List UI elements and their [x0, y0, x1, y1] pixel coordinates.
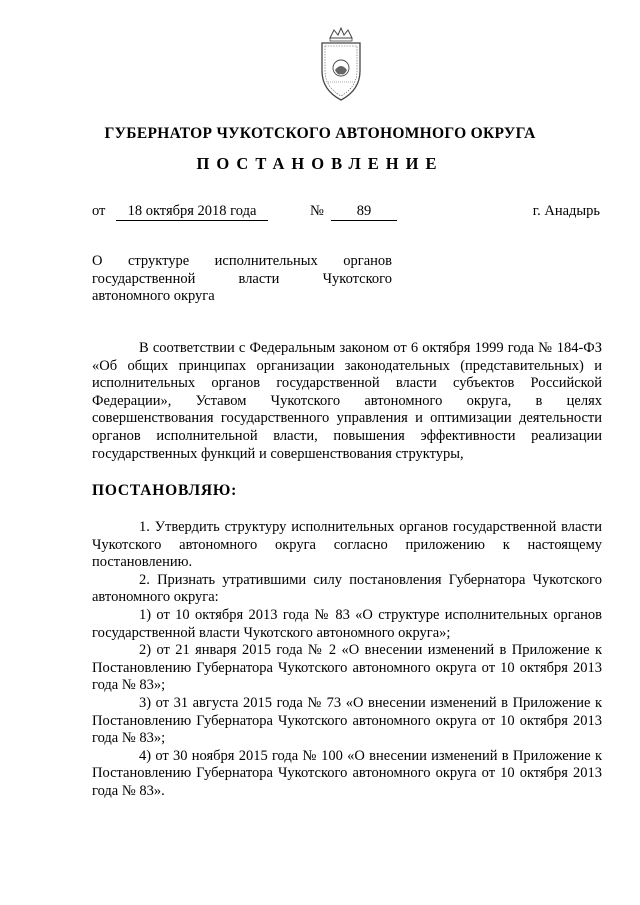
document-subject: О структуре исполнительных органов государственной власти Чукотского автономного округа: [92, 253, 392, 304]
issuing-authority: ГУБЕРНАТОР ЧУКОТСКОГО АВТОНОМНОГО ОКРУГА: [104, 125, 536, 142]
number-label: №: [310, 203, 324, 219]
date-label: от: [92, 203, 106, 219]
paragraph-2-item-4: 4) от 30 ноября 2015 года № 100 «О внесении изменений в Приложение к Постановлению Губернатора Чукотского автономного округа от 10 октября 2013 года № 83».: [92, 747, 602, 799]
paragraph-2: 2. Признать утратившими силу постановления Губернатора Чукотского автономного округа:: [92, 571, 602, 606]
decree-heading: ПОСТАНОВЛЯЮ:: [92, 482, 238, 499]
document-number: 89: [331, 203, 397, 221]
document-city: г. Анадырь: [532, 203, 600, 219]
paragraph-2-item-2: 2) от 21 января 2015 года № 2 «О внесении изменений в Приложение к Постановлению Губернатора Чукотского автономного округа от 10 октября 2013 года № 83»;: [92, 642, 602, 694]
document-type: ПОСТАНОВЛЕНИЕ: [196, 154, 444, 173]
coat-of-arms-icon: [308, 24, 374, 106]
paragraph-1: 1. Утвердить структуру исполнительных органов государственной власти Чукотского автономного округа согласно приложению к настоящему постановлению.: [92, 519, 602, 571]
decree-body: [92, 519, 602, 801]
paragraph-2-item-3: 3) от 31 августа 2015 года № 73 «О внесении изменений в Приложение к Постановлению Губернатора Чукотского автономного округа от 10 октября 2013 года № 83»;: [92, 694, 602, 747]
paragraph-2-item-1: 1) от 10 октября 2013 года № 83 «О структуре исполнительных органов государственной власти Чукотского автономного округа»;: [92, 606, 602, 641]
preamble-paragraph: В соответствии с Федеральным законом от 6 октября 1999 года № 184-ФЗ «Об общих принципах организации законодательных (представительных) и исполнительных органов государственной власти субъектов Российской Федерации», Уставом Чукотского автономного округа, в целях совершенствования государственного управления и оптимизации деятельности органов исполнительной власти, повышения эффективности реализации государственных функций и совершенствования структуры,: [92, 340, 602, 462]
document-date: 18 октября 2018 года: [116, 203, 268, 221]
document-meta: [92, 203, 600, 223]
